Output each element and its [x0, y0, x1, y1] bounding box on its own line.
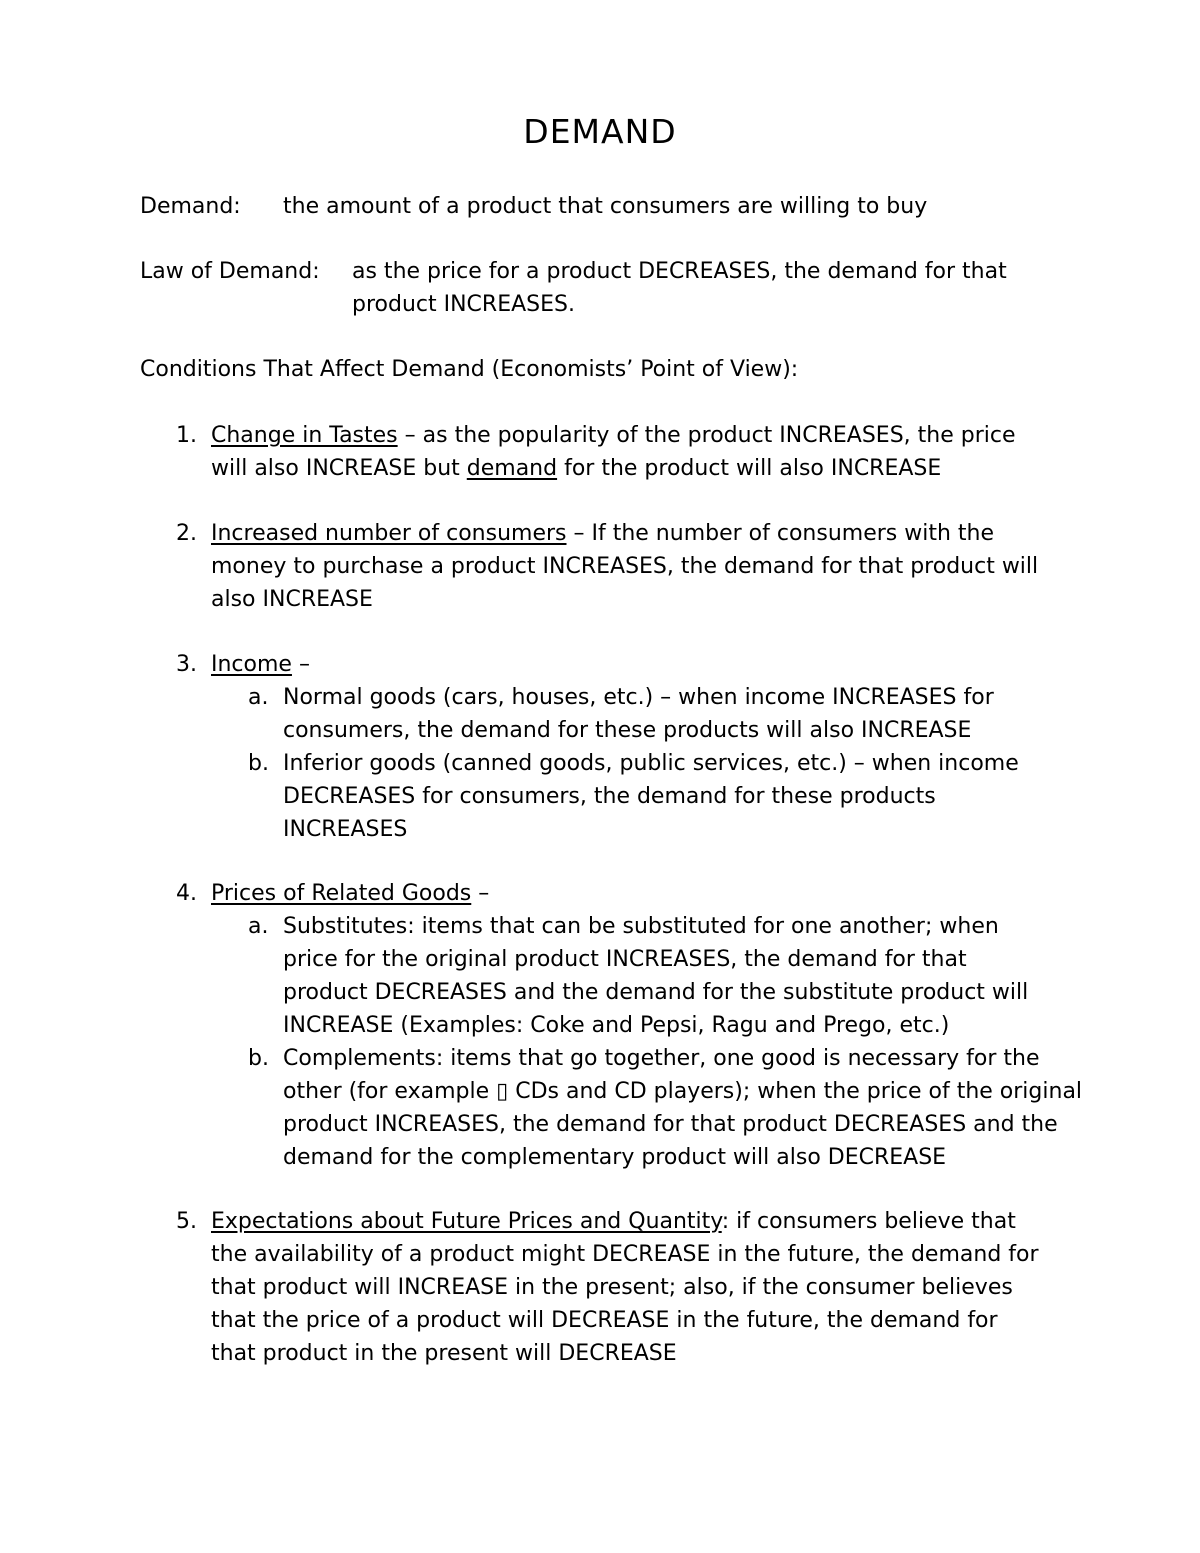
conditions-heading: Conditions That Affect Demand (Economists’ Point of View): — [140, 357, 799, 382]
item-4a-line-3: product DECREASES and the demand for the substitute product will — [283, 980, 1029, 1005]
item-4-text: – — [471, 881, 490, 906]
item-3a-label: a. — [248, 685, 269, 710]
item-3-line-1 — [211, 648, 310, 681]
item-4a-line-4: INCREASE (Examples: Coke and Pepsi, Ragu and Prego, etc.) — [283, 1013, 950, 1038]
item-4b-line-4: demand for the complementary product will also DECREASE — [283, 1145, 947, 1170]
item-5-heading: Expectations about Future Prices and Quantity — [211, 1209, 722, 1234]
item-4a-label: a. — [248, 914, 269, 939]
item-5-line-3: that product will INCREASE in the present; also, if the consumer believes — [211, 1275, 1013, 1300]
item-4b-line-1: Complements: items that go together, one good is necessary for the — [283, 1046, 1040, 1071]
item-3a-line-2: consumers, the demand for these products will also INCREASE — [283, 718, 972, 743]
item-4a-line-1: Substitutes: items that can be substituted for one another; when — [283, 914, 999, 939]
item-4-number: 4. — [176, 881, 197, 906]
item-3-number: 3. — [176, 652, 197, 677]
item-1-text: – as the popularity of the product INCREASES, the price — [397, 423, 1016, 448]
page-title: DEMAND — [523, 112, 677, 151]
item-1-line-1 — [211, 419, 1016, 452]
item-4a-line-2: price for the original product INCREASES, the demand for that — [283, 947, 967, 972]
item-5-line-5: that product in the present will DECREASE — [211, 1341, 677, 1366]
item-2-text: – If the number of consumers with the — [566, 521, 995, 546]
item-1-demand-underlined: demand — [466, 456, 558, 481]
item-5-line-2: the availability of a product might DECREASE in the future, the demand for — [211, 1242, 1039, 1267]
item-2-line-2: money to purchase a product INCREASES, the demand for that product will — [211, 554, 1039, 579]
item-3-text: – — [291, 652, 310, 677]
item-3-heading: Income — [211, 652, 292, 677]
demand-definition: the amount of a product that consumers are willing to buy — [283, 194, 928, 219]
item-2-line-1 — [211, 517, 994, 550]
law-of-demand-line-2: product INCREASES. — [352, 292, 575, 317]
item-1-text-post: for the product will also INCREASE — [557, 456, 942, 481]
item-2-heading: Increased number of consumers — [211, 521, 567, 546]
item-5-line-4: that the price of a product will DECREASE in the future, the demand for — [211, 1308, 998, 1333]
item-3a-line-1: Normal goods (cars, houses, etc.) – when income INCREASES for — [283, 685, 994, 710]
item-3b-line-2: DECREASES for consumers, the demand for these products — [283, 784, 936, 809]
item-5-number: 5. — [176, 1209, 197, 1234]
item-3b-line-3: INCREASES — [283, 817, 408, 842]
item-4-line-1 — [211, 877, 489, 910]
demand-term: Demand: — [140, 194, 241, 219]
item-1-heading: Change in Tastes — [211, 423, 398, 448]
item-4b-label: b. — [248, 1046, 269, 1071]
law-of-demand-term: Law of Demand: — [140, 259, 320, 284]
item-1-line-2 — [211, 452, 941, 485]
item-2-number: 2. — [176, 521, 197, 546]
item-5-line-1 — [211, 1205, 1016, 1238]
item-1-number: 1. — [176, 423, 197, 448]
item-5-text: : if consumers believe that — [721, 1209, 1016, 1234]
item-4-heading: Prices of Related Goods — [211, 881, 472, 906]
item-4b-line-3: product INCREASES, the demand for that product DECREASES and the — [283, 1112, 1058, 1137]
item-3b-line-1: Inferior goods (canned goods, public services, etc.) – when income — [283, 751, 1019, 776]
item-4b-line-2: other (for example ▯ CDs and CD players); when the price of the original — [283, 1079, 1083, 1104]
item-1-text-pre: will also INCREASE but — [211, 456, 467, 481]
item-3b-label: b. — [248, 751, 269, 776]
law-of-demand-line-1: as the price for a product DECREASES, the demand for that — [352, 259, 1007, 284]
item-2-line-3: also INCREASE — [211, 587, 373, 612]
